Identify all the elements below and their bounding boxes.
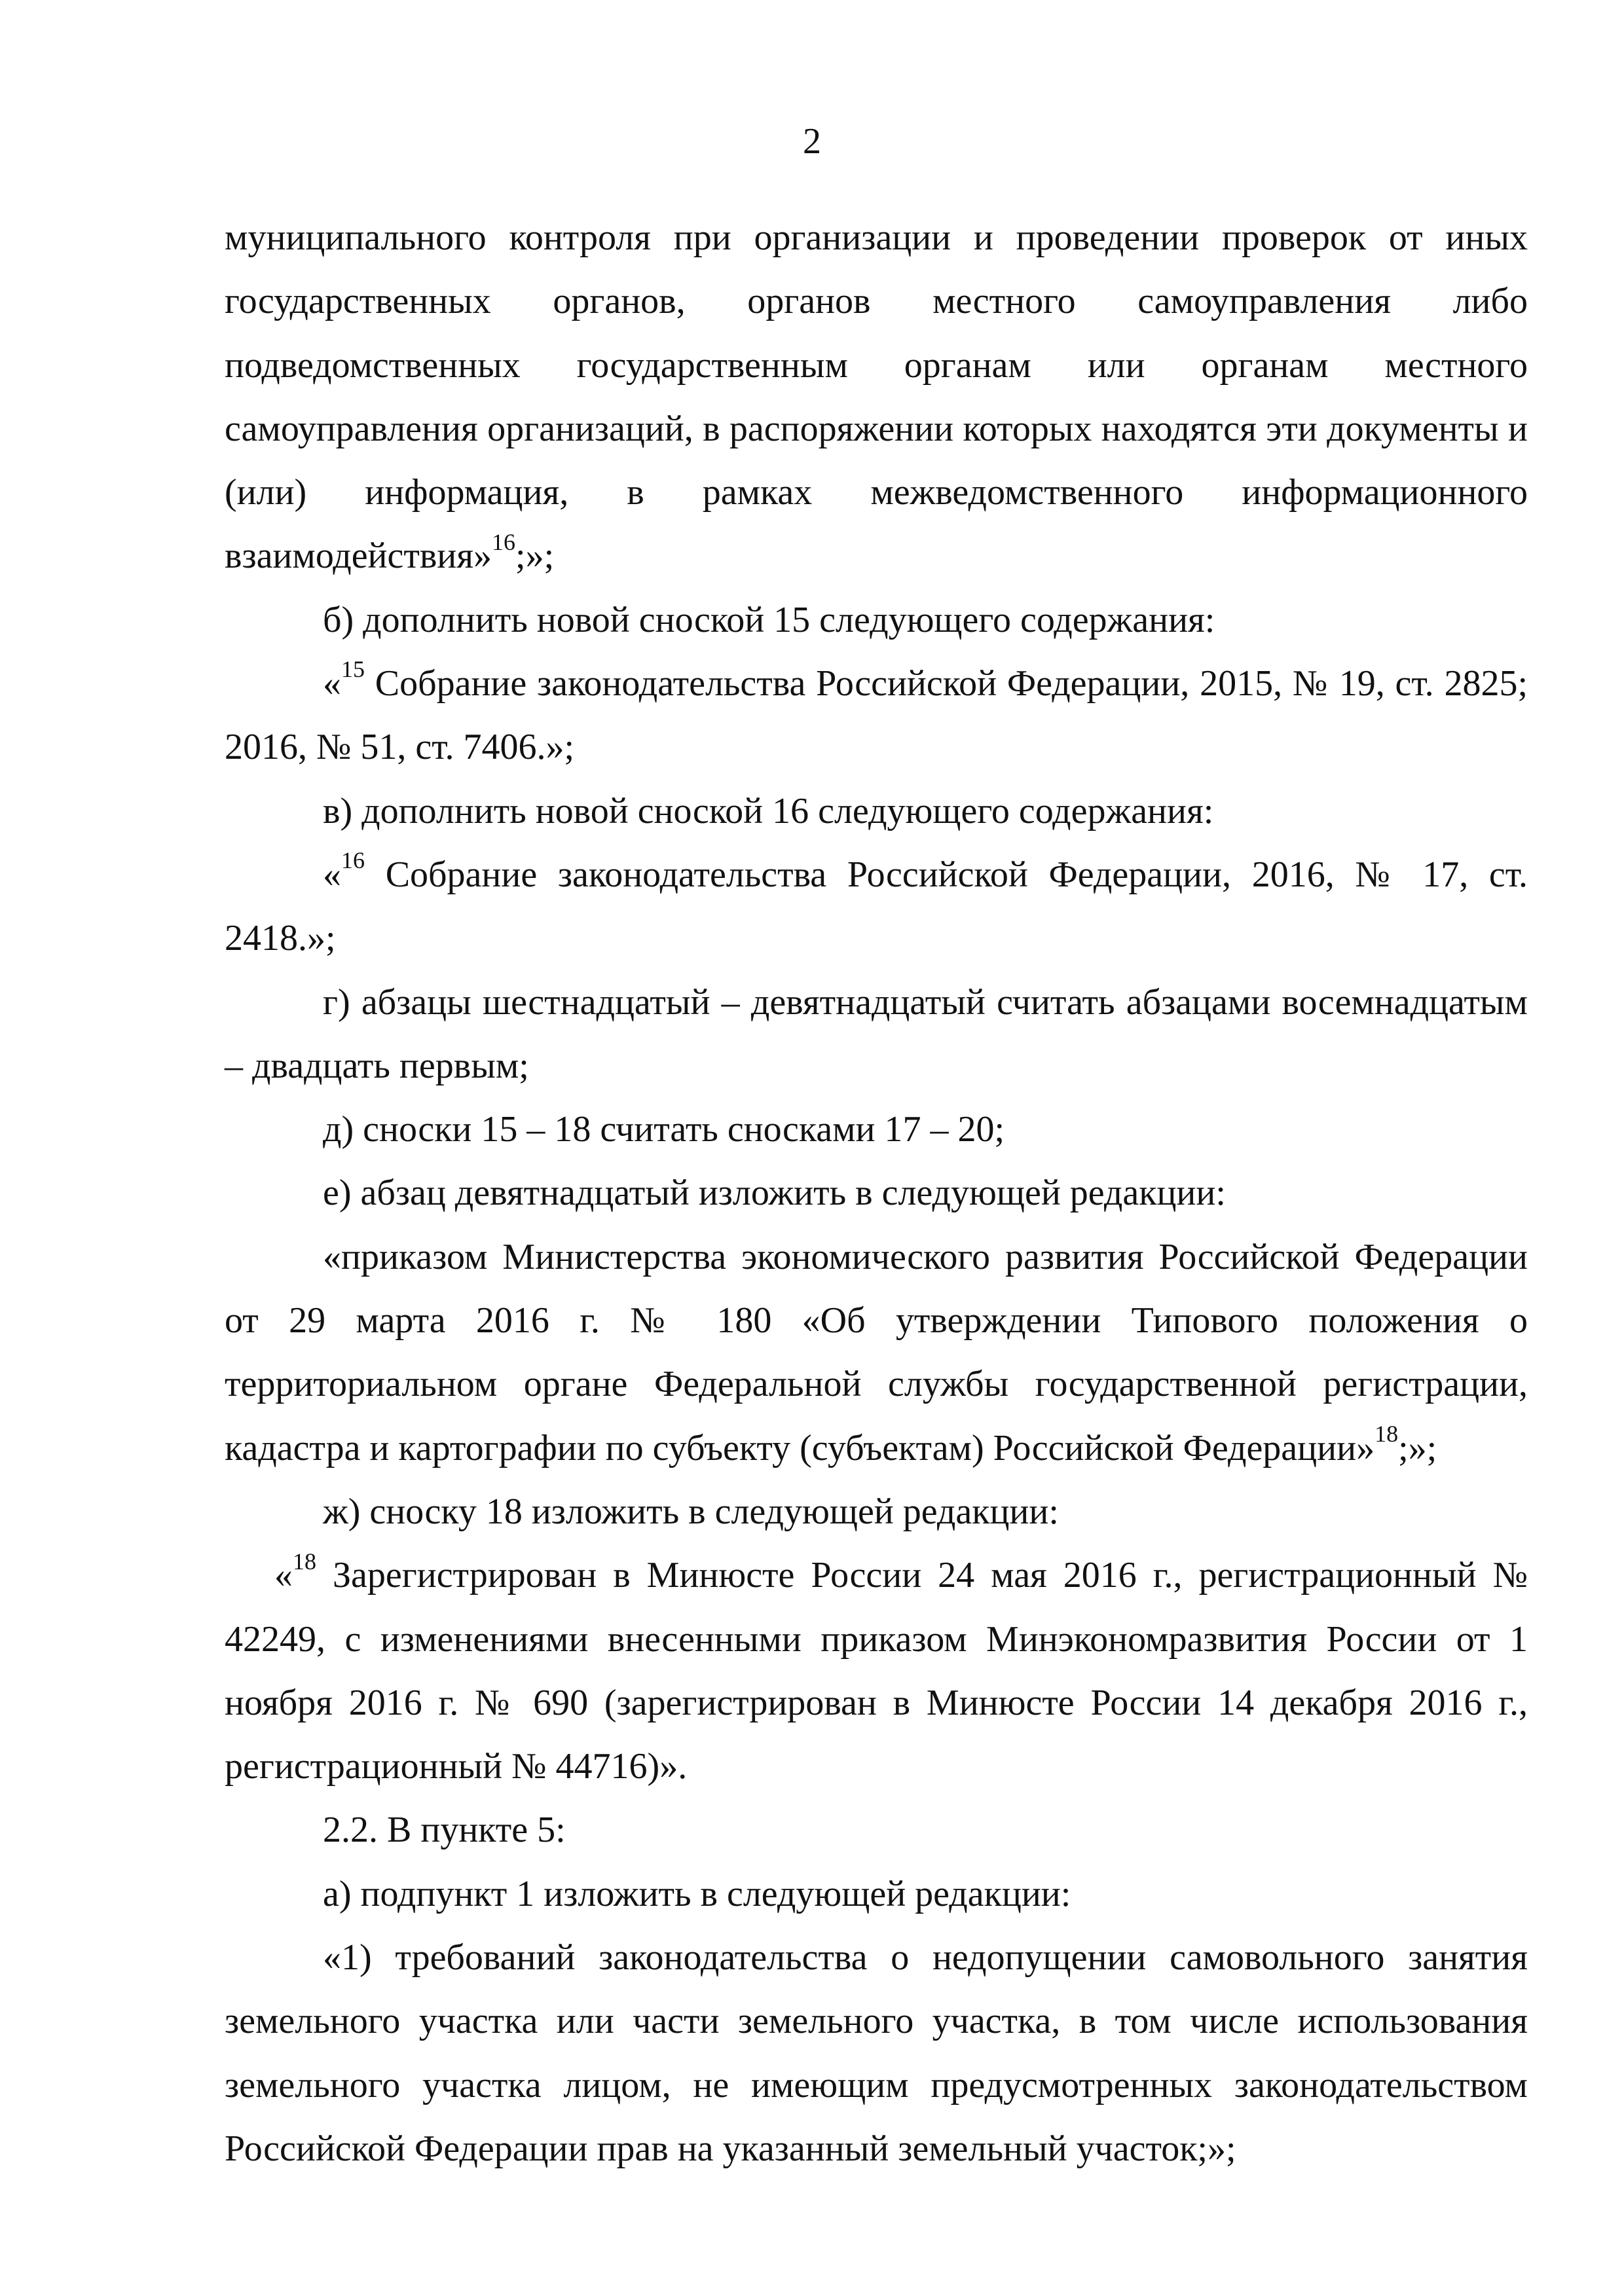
paragraph-2: б) дополнить новой сноской 15 следующего содержания: xyxy=(323,599,1215,640)
paragraph-8: е) абзац девятнадцатый изложить в следующей редакции: xyxy=(323,1173,1226,1214)
paragraph-13: а) подпункт 1 изложить в следующей редакции: xyxy=(323,1873,1071,1914)
paragraph-7: д) сноски 15 – 18 считать сносками 17 – 20; xyxy=(323,1109,1005,1150)
paragraph-9 xyxy=(225,1226,1528,1480)
page-number: 2 xyxy=(803,121,821,162)
paragraph-11-open: « xyxy=(274,1555,293,1596)
footnote-ref-16: 16 xyxy=(492,528,516,555)
paragraph-3-text: Собрание законодательства Российской Федерации, 2015, № 19, ст. 2825; 2016, № 51, ст. 7406.»; xyxy=(225,663,1528,768)
paragraph-5-text: Собрание законодательства Российской Федерации, 2016, № 17, ст. 2418.»; xyxy=(225,854,1528,959)
paragraph-5-open: « xyxy=(323,854,341,895)
paragraph-10: ж) сноску 18 изложить в следующей редакции: xyxy=(323,1491,1059,1532)
paragraph-4: в) дополнить новой сноской 16 следующего содержания: xyxy=(323,790,1214,831)
paragraph-1-text: муниципального контроля при организации и проведении проверок от иных государственных органов, органов местного самоуправления либо подведомственных государственным органам или органам местного самоуправления организаций, в распоряжении которых находятся эти документы и (или) информация, в рамках межведомственного информационного взаимодействия» xyxy=(225,217,1528,577)
paragraph-3 xyxy=(225,652,1528,780)
paragraph-5 xyxy=(225,843,1528,971)
paragraph-14: «1) требований законодательства о недопущении самовольного занятия земельного участка или части земельного участка, в том числе использования земельного участка лицом, не имеющим предусмотренных законодательством Российской Федерации прав на указанный земельный участок;»; xyxy=(225,1937,1528,2169)
paragraph-1 xyxy=(225,206,1528,589)
footnote-mark-15: 15 xyxy=(341,656,365,683)
footnote-mark-18: 18 xyxy=(293,1548,316,1575)
paragraph-1-tail: ;»; xyxy=(515,536,555,577)
paragraph-9-tail: ;»; xyxy=(1398,1427,1437,1468)
paragraph-11 xyxy=(225,1544,1528,1798)
footnote-mark-16: 16 xyxy=(341,847,365,874)
footnote-ref-18: 18 xyxy=(1375,1420,1399,1447)
paragraph-3-open: « xyxy=(323,663,341,704)
paragraph-6: г) абзацы шестнадцатый – девятнадцатый считать абзацами восемнадцатым – двадцать первым; xyxy=(225,981,1528,1086)
paragraph-9-text: «приказом Министерства экономического развития Российской Федерации от 29 марта 2016 г. № 180 «Об утверждении Типового положения о территориальном органе Федеральной службы государственной регистрации, кадастра и картографии по субъекту (субъектам) Российской Федерации» xyxy=(225,1236,1528,1468)
paragraph-12: 2.2. В пункте 5: xyxy=(323,1810,566,1851)
paragraph-11-text: Зарегистрирован в Минюсте России 24 мая 2016 г., регистрационный № 42249, с изменениями внесенными приказом Минэкономразвития России от 1 ноября 2016 г. № 690 (зарегистрирован в Минюсте России 14 декабря 2016 г., регистрационный № 44716)». xyxy=(225,1555,1528,1787)
document-body xyxy=(225,206,1528,2181)
